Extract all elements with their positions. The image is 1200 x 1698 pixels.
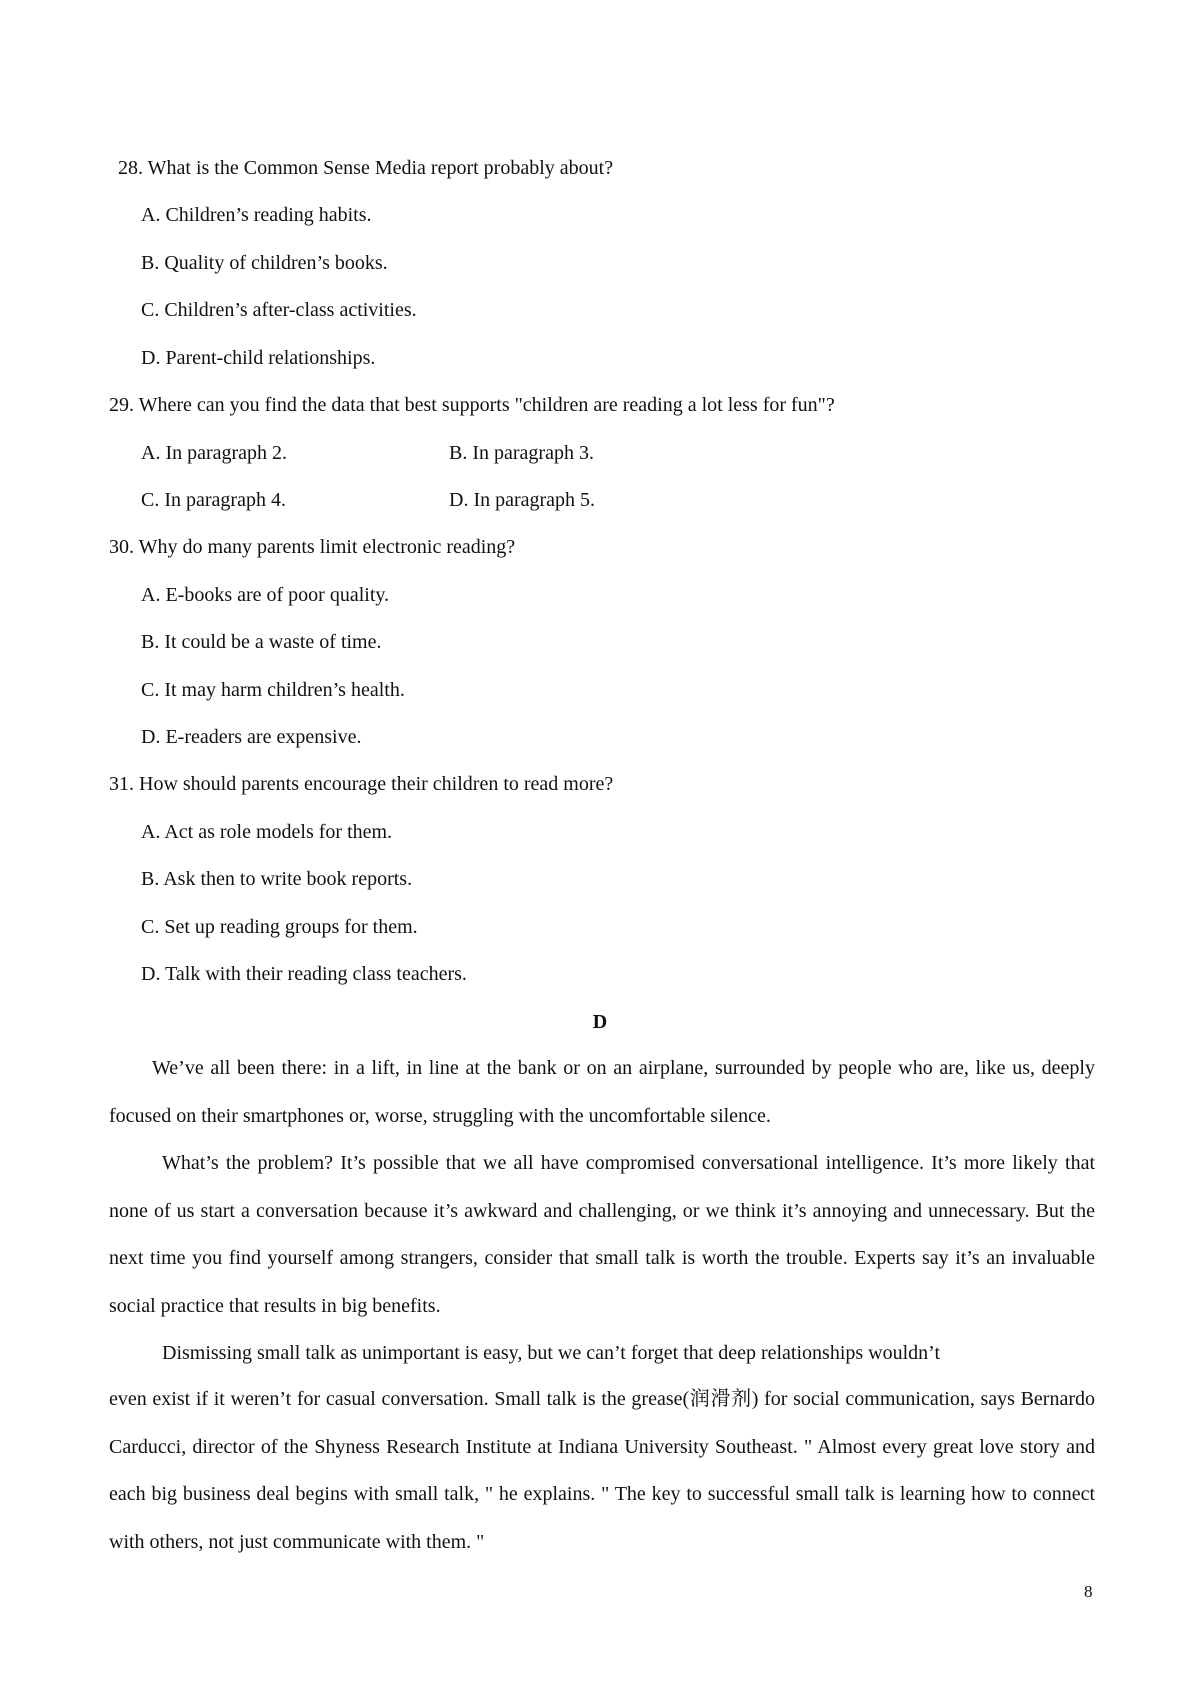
question-29-stem: 29. Where can you find the data that best supports "children are reading a lot less for fun"? (109, 394, 835, 416)
q30-option-b: B. It could be a waste of time. (141, 631, 382, 653)
q28-option-b: B. Quality of children’s books. (141, 252, 388, 274)
question-28-stem: 28. What is the Common Sense Media report probably about? (118, 157, 614, 179)
q31-option-a: A. Act as role models for them. (141, 821, 393, 843)
page-number: 8 (1084, 1582, 1093, 1601)
q30-option-c: C. It may harm children’s health. (141, 679, 405, 701)
question-31-stem: 31. How should parents encourage their children to read more? (109, 773, 614, 795)
q30-option-d: D. E-readers are expensive. (141, 726, 362, 748)
passage-paragraph-1: We’ve all been there: in a lift, in line at the bank or on an airplane, surrounded by people who are, like us, deeply focused on their smartphones or, worse, struggling with the uncomfortable silence. (109, 1057, 1095, 1127)
passage-paragraph-3-start: Dismissing small talk as unimportant is easy, but we can’t forget that deep relationships wouldn’t (162, 1342, 941, 1364)
q29-option-a: A. In paragraph 2. (141, 442, 288, 464)
q30-option-a: A. E-books are of poor quality. (141, 584, 390, 606)
q28-option-d: D. Parent-child relationships. (141, 347, 376, 369)
question-30-stem: 30. Why do many parents limit electronic reading? (109, 536, 516, 558)
q31-option-d: D. Talk with their reading class teachers. (141, 963, 467, 985)
q29-option-d: D. In paragraph 5. (449, 489, 596, 511)
passage-paragraph-2: What’s the problem? It’s possible that we all have compromised conversational intelligence. It’s more likely that none of us start a conversation because it’s awkward and challenging, or we think it’s annoying and unnecessary. But the next time you find yourself among strangers, consider that small talk is worth the trouble. Experts say it’s an invaluable social practice that results in big benefits. (109, 1152, 1095, 1317)
q29-option-c: C. In paragraph 4. (141, 489, 286, 511)
q31-option-c: C. Set up reading groups for them. (141, 916, 418, 938)
section-title: D (592, 1011, 608, 1033)
q28-option-c: C. Children’s after-class activities. (141, 299, 417, 321)
q28-option-a: A. Children’s reading habits. (141, 204, 372, 226)
q31-option-b: B. Ask then to write book reports. (141, 868, 413, 890)
passage-paragraph-3-cont: even exist if it weren’t for casual conversation. Small talk is the grease(润滑剂) for social communication, says Bernardo Carducci, director of the Shyness Research Institute at Indiana University Southeast. " Almost every great love story and each big business deal begins with small talk, " he explains. " The key to successful small talk is learning how to connect with others, not just communicate with them. " (109, 1388, 1095, 1553)
q29-option-b: B. In paragraph 3. (449, 442, 594, 464)
